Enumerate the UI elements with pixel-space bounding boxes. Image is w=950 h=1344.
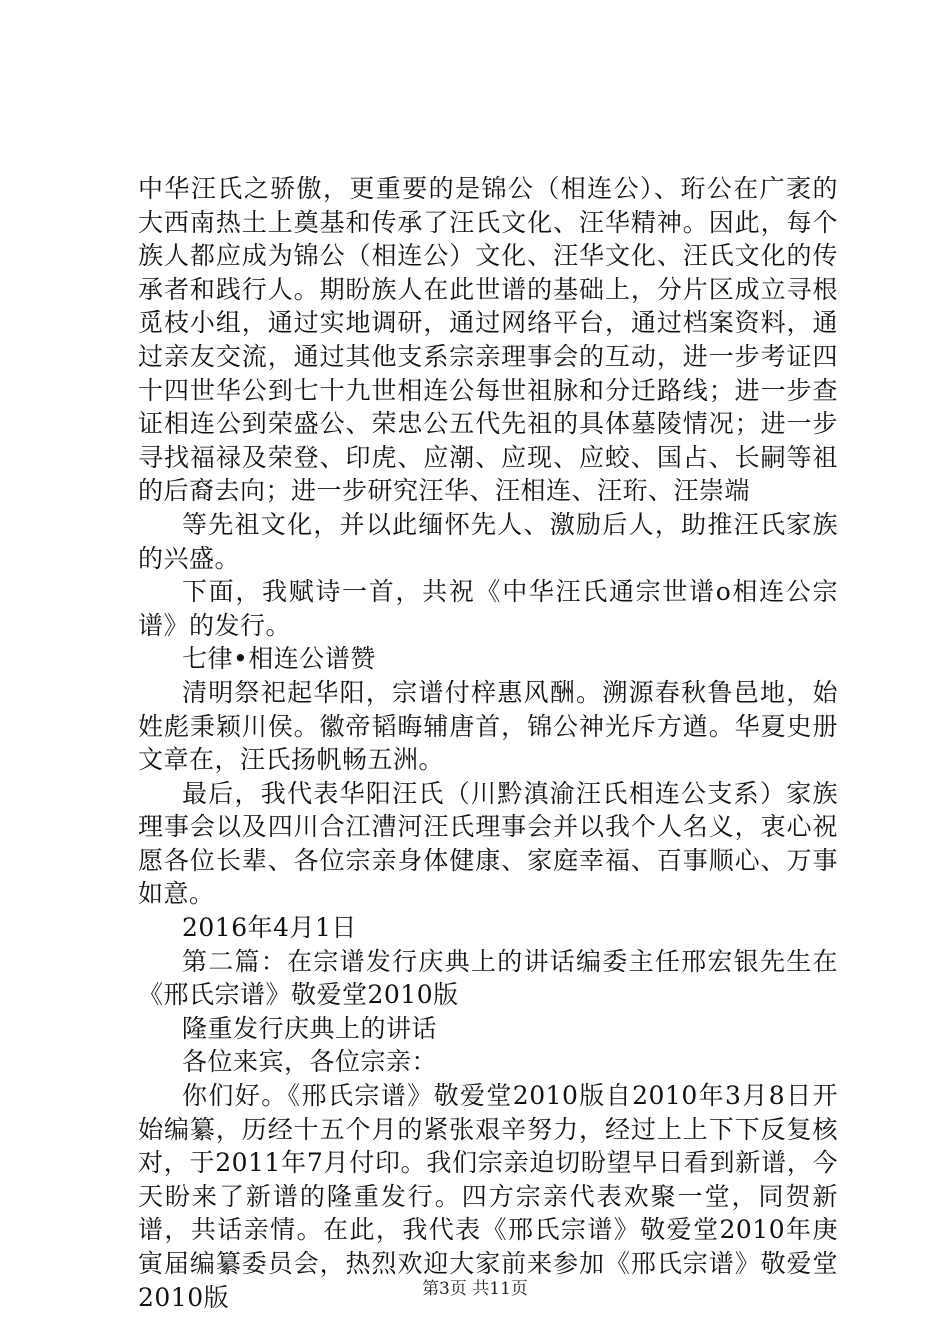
paragraph-2: 等先祖文化，并以此缅怀先人、激励后人，助推汪氏家族的兴盛。 — [138, 509, 838, 573]
section-heading: 第二篇：在宗谱发行庆典上的讲话编委主任邢宏银先生在《邢氏宗谱》敬爱堂2010版 — [138, 946, 838, 1010]
paragraph-1: 中华汪氏之骄傲，更重要的是锦公（相连公）、珩公在广袤的大西南热土上奠基和传承了汪氏文化、汪华精神。因此，每个族人都应成为锦公（相连公）文化、汪华文化、汪氏文化的传承者和践行人。期盼族人在此世谱的基础上，分片区成立寻根觅枝小组，通过实地调研，通过网络平台，通过档案资料，通过亲友交流，通过其他支系宗亲理事会的互动，进一步考证四十四世华公到七十九世相连公每世祖脉和分迁路线；进一步查证相连公到荣盛公、荣忠公五代先祖的具体墓陵情况；进一步寻找福禄及荣登、印虎、应潮、应现、应蛟、国占、长嗣等祖的后裔去向；进一步研究汪华、汪相连、汪珩、汪崇端 — [138, 174, 838, 506]
page-number: 第3页 共11页 — [422, 1279, 528, 1299]
salutation: 各位来宾，各位宗亲： — [182, 1047, 438, 1077]
paragraph-3: 下面，我赋诗一首，共祝《中华汪氏通宗世谱ο相连公宗谱》的发行。 — [138, 577, 838, 640]
document-body — [138, 172, 838, 1314]
poem-body: 清明祭祀起华阳，宗谱付梓惠风酬。溯源春秋鲁邑地，始姓彪秉颖川侯。徽帝韬晦辅唐首，锦公神光斥方遒。华夏史册文章在，汪氏扬帆畅五洲。 — [138, 677, 838, 775]
paragraph-closing: 最后，我代表华阳汪氏（川黔滇渝汪氏相连公支系）家族理事会以及四川合江漕河汪氏理事会并以我个人名义，衷心祝愿各位长辈、各位宗亲身体健康、家庭幸福、百事顺心、万事如意。 — [138, 778, 838, 909]
section-heading-continued: 隆重发行庆典上的讲话 — [182, 1013, 438, 1043]
date-line: 2016年4月1日 — [182, 913, 357, 943]
paragraph-speech: 你们好。《邢氏宗谱》敬爱堂2010版自2010年3月8日开始编纂，历经十五个月的紧张艰辛努力，经过上上下下反复核对，于2011年7月付印。我们宗亲迫切盼望早日看到新谱，今天盼来了新谱的隆重发行。四方宗亲代表欢聚一堂，同贺新谱，共话亲情。在此，我代表《邢氏宗谱》敬爱堂2010年庚寅届编纂委员会，热烈欢迎大家前来参加《邢氏宗谱》敬爱堂2010版 — [138, 1081, 838, 1312]
poem-title: 七律•相连公谱赞 — [182, 644, 376, 674]
